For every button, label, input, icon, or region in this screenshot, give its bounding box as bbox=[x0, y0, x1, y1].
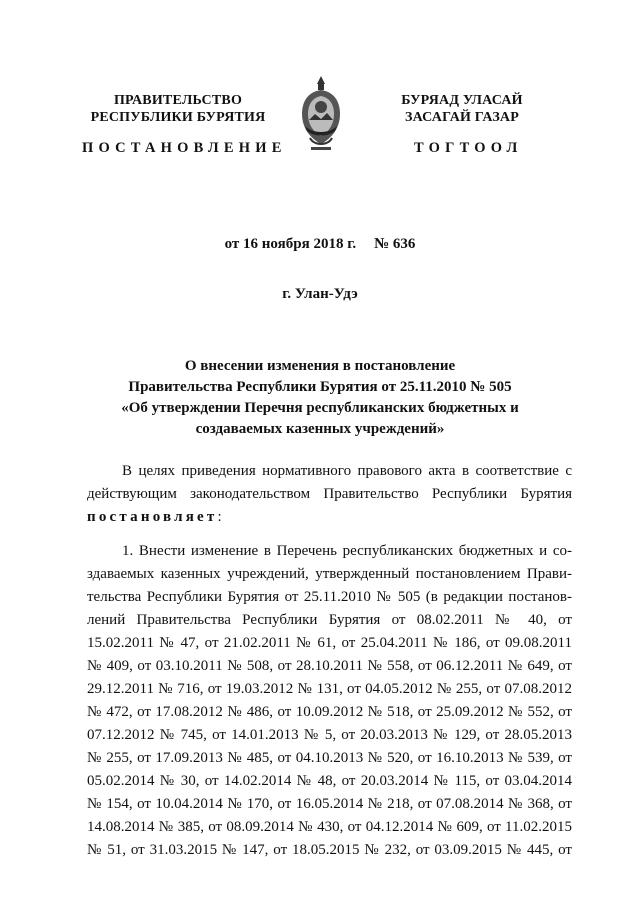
text-line: № 255, от 17.09.2013 № 485, от 04.10.2013 № 520, от 16.10.2013 № 539, от bbox=[87, 750, 572, 766]
text-line: здаваемых казенных учреждений, утвержденный постановлением Прави- bbox=[87, 566, 572, 582]
text-line: 05.02.2014 № 30, от 14.02.2014 № 48, от 20.03.2014 № 115, от 03.04.2014 bbox=[87, 773, 572, 789]
title-line: О внесении изменения в постановление bbox=[184, 358, 456, 374]
header-left bbox=[78, 92, 278, 126]
header-left-line: ПРАВИТЕЛЬСТВО bbox=[113, 93, 243, 108]
text-line: № 472, от 17.08.2012 № 486, от 10.09.2012 № 518, от 25.09.2012 № 552, от bbox=[87, 704, 572, 720]
title-line: создаваемых казенных учреждений» bbox=[195, 421, 445, 437]
title-line: Правительства Республики Бурятия от 25.11.2010 № 505 bbox=[128, 379, 512, 395]
text-line: 15.02.2011 № 47, от 21.02.2011 № 61, от 25.04.2011 № 186, от 09.08.2011 bbox=[87, 635, 572, 651]
city: г. Улан-Удэ bbox=[282, 286, 358, 302]
title-line: «Об утверждении Перечня республиканских бюджетных и bbox=[121, 400, 519, 416]
text-line: 29.12.2011 № 716, от 19.03.2012 № 131, от 04.05.2012 № 255, от 07.08.2012 bbox=[87, 681, 572, 697]
text-line: В целях приведения нормативного правового акта в соответствие с bbox=[122, 463, 572, 479]
clause-1-paragraph bbox=[87, 540, 572, 862]
text-line: 14.08.2014 № 385, от 08.09.2014 № 430, от 04.12.2014 № 609, от 11.02.2015 bbox=[87, 819, 572, 835]
decree-word: постановляет bbox=[87, 509, 218, 525]
text-line: 1. Внести изменение в Перечень республиканских бюджетных и со- bbox=[122, 543, 572, 559]
document-date: от 16 ноября 2018 г. bbox=[224, 236, 357, 252]
header-left-line: РЕСПУБЛИКИ БУРЯТИЯ bbox=[90, 110, 266, 125]
header-right-line: БУРЯАД УЛАСАЙ bbox=[401, 93, 523, 108]
decree-line bbox=[87, 506, 572, 529]
decree-colon: : bbox=[217, 509, 222, 525]
document-number: № 636 bbox=[374, 236, 416, 252]
text-line: № 154, от 10.04.2014 № 170, от 16.05.2014 № 218, от 07.08.2014 № 368, от bbox=[87, 796, 572, 812]
text-line: 07.12.2012 № 745, от 14.01.2013 № 5, от 20.03.2013 № 129, от 28.05.2013 bbox=[87, 727, 572, 743]
header-right bbox=[362, 92, 562, 126]
text-line: № 51, от 31.03.2015 № 147, от 18.05.2015 № 232, от 03.09.2015 № 445, от bbox=[87, 842, 572, 858]
doc-type-ru: ПОСТАНОВЛЕНИЕ bbox=[82, 140, 287, 156]
text-line: лений Правительства Республики Бурятия от 08.02.2011 № 40, от bbox=[87, 612, 572, 628]
coat-of-arms-icon bbox=[296, 74, 346, 154]
date-number-line bbox=[0, 236, 640, 253]
document-title bbox=[80, 356, 560, 440]
text-line: № 409, от 03.10.2011 № 508, от 28.10.2011 № 558, от 06.12.2011 № 649, от bbox=[87, 658, 572, 674]
doc-type-bua: ТОГТООЛ bbox=[414, 140, 523, 156]
header-right-line: ЗАСАГАЙ ГАЗАР bbox=[404, 110, 519, 125]
text-line: действующим законодательством Правительство Республики Бурятия bbox=[87, 486, 572, 502]
preamble-paragraph bbox=[87, 460, 572, 529]
text-line: тельства Республики Бурятия от 25.11.2010 № 505 (в редакции постанов- bbox=[87, 589, 572, 605]
